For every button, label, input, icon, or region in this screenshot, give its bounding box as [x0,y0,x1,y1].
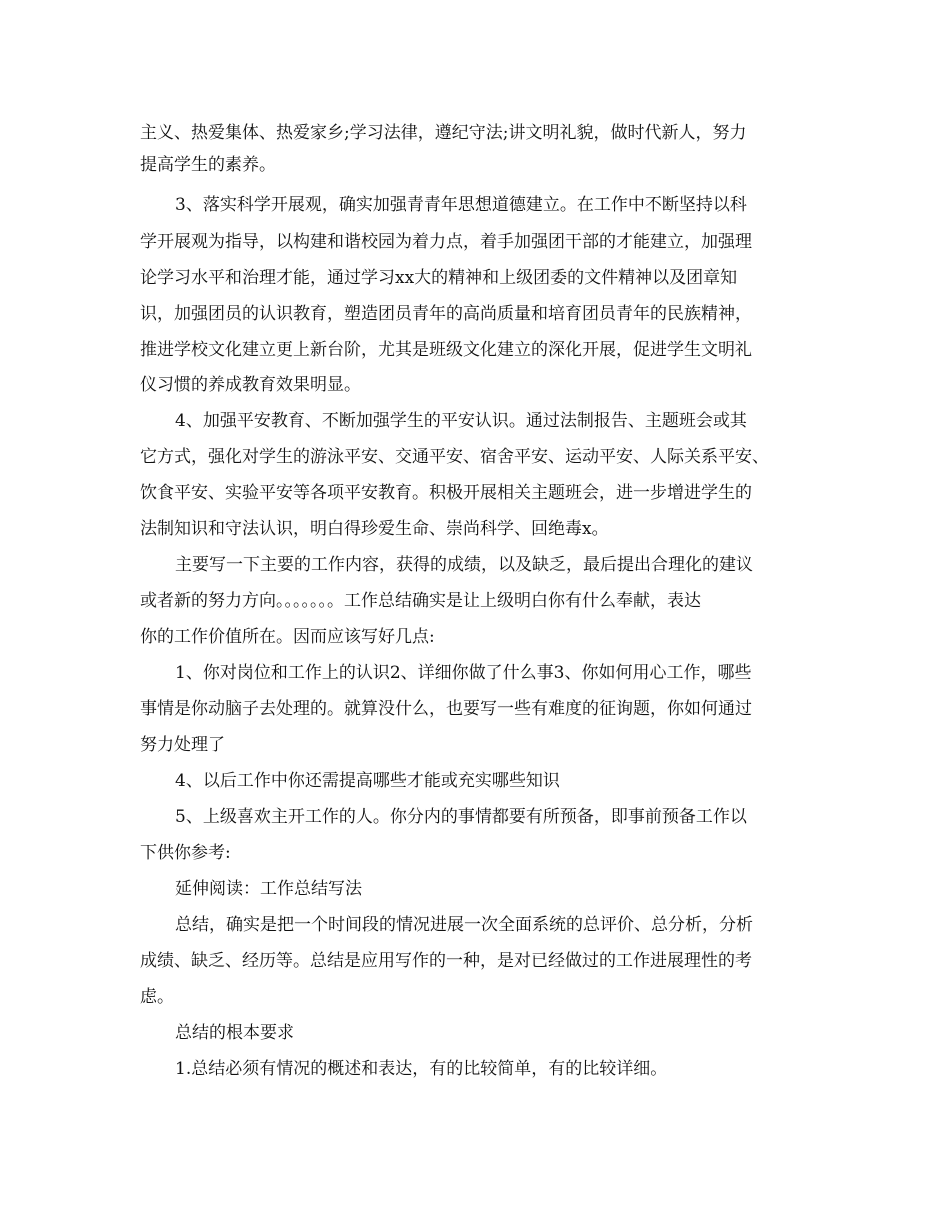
text-line: 论学习水平和治理才能，通过学习xx大的精神和上级团委的文件精神以及团章知 [140,268,738,288]
text-line: 仪习惯的养成教育效果明显。 [140,375,361,395]
text-line: 主要写一下主要的工作内容，获得的成绩，以及缺乏，最后提出合理化的建议 [175,555,753,575]
text-line: 成绩、缺乏、经历等。总结是应用写作的一种，是对已经做过的工作进展理性的考 [140,951,752,971]
text-line: 总结，确实是把一个时间段的情况进展一次全面系统的总评价、总分析，分析 [175,915,753,935]
text-line: 提高学生的素养。 [140,155,276,175]
text-line: 3、落实科学开展观，确实加强青青年思想道德建立。在工作中不断坚持以科 [175,195,747,215]
text-line: 5、上级喜欢主开工作的人。你分内的事情都要有所预备，即事前预备工作以 [175,807,747,827]
text-line: 努力处理了 [140,735,225,755]
text-line: 虑。 [140,987,174,1007]
text-line: 事情是你动脑子去处理的。就算没什么，也要写一些有难度的征询题，你如何通过 [140,699,752,719]
text-line: 下供你参考: [140,843,231,863]
text-line: 或者新的努力方向。。。。。。。工作总结确实是让上级明白你有什么奉献，表达 [140,591,701,611]
text-line: 饮食平安、实验平安等各项平安教育。积极开展相关主题班会，进一步增进学生的 [140,483,752,503]
text-line: 学开展观为指导，以构建和谐校园为着力点，着手加强团干部的才能建立，加强理 [140,232,752,252]
text-line: 4、以后工作中你还需提高哪些才能或充实哪些知识 [175,771,560,791]
text-line: 1.总结必须有情况的概述和表达，有的比较简单，有的比较详细。 [175,1059,668,1079]
text-line: 它方式，强化对学生的游泳平安、交通平安、宿舍平安、运动平安、人际关系平安、 [140,447,769,467]
section-heading: 延伸阅读：工作总结写法 [175,879,362,899]
text-line: 你的工作价值所在。因而应该写好几点: [140,627,435,647]
text-line: 1、你对岗位和工作上的认识2、详细你做了什么事3、你如何用心工作，哪些 [175,663,752,683]
text-line: 识，加强团员的认识教育，塑造团员青年的高尚质量和培育团员青年的民族精神， [140,304,752,324]
section-heading: 总结的根本要求 [175,1023,294,1043]
text-line: 推进学校文化建立更上新台阶，尤其是班级文化建立的深化开展，促进学生文明礼 [140,340,752,360]
text-line: 主义、热爱集体、热爱家乡;学习法律，遵纪守法;讲文明礼貌，做时代新人，努力 [140,123,747,143]
text-line: 法制知识和守法认识，明白得珍爱生命、崇尚科学、回绝毒x。 [140,519,609,539]
text-line: 4、加强平安教育、不断加强学生的平安认识。通过法制报告、主题班会或其 [175,411,747,431]
